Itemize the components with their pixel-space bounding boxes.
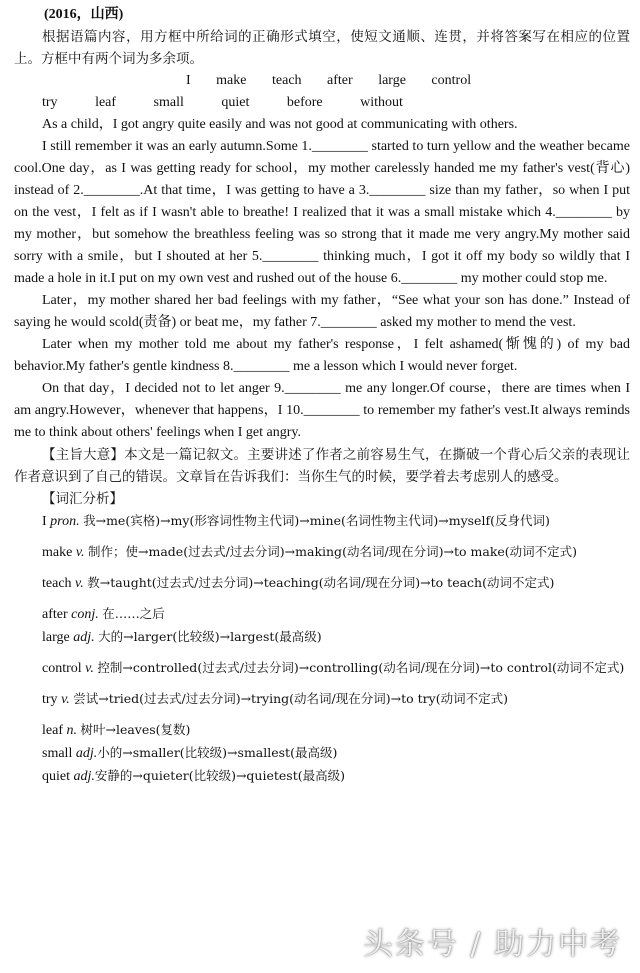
instructions: 根据语篇内容，用方框中所给词的正确形式填空，使短文通顺、连贯，并将答案写在相应的位置上。方框中有两个词为多余项。 [14, 29, 630, 67]
box-word: teach [272, 73, 302, 88]
vocab-list [14, 510, 630, 788]
main-idea: 【主旨大意】本文是一篇记叙文。主要讲述了作者之前容易生气，在撕破一个背心后父亲的表现让作者意识到了自己的错误。文章旨在告诉我们：当你生气的时候，要学着去考虑别人的感受。 [14, 447, 630, 485]
vocab-entry [14, 510, 630, 533]
box-word: before [286, 95, 323, 110]
vocab-entry [14, 603, 630, 626]
vocab-pos: adj. [73, 769, 95, 784]
vocab-pos: v. [75, 576, 84, 591]
vocab-pos: conj. [71, 607, 99, 622]
passage-paragraph: Later，my mother shared her bad feelings with my father，“See what your son has done.” Instead of saying he would scold(责备) or beat me，my father 7.________ asked my mother to mend the vest. [14, 293, 630, 330]
passage-paragraph: On that day，I decided not to let anger 9.________ me any longer.Of course，there are times when I am angry.However，whenever that happens，I 10.________ to remember my father's vest.It always reminds me to think about others' feelings when I get angry. [14, 381, 630, 440]
box-word: small [153, 95, 184, 110]
box-word: make [216, 73, 247, 88]
source-label: (2016，山西) [44, 7, 124, 22]
box-word: control [431, 73, 472, 88]
vocab-entry [14, 742, 630, 765]
vocab-pos: v. [75, 545, 85, 560]
box-word: quiet [221, 95, 250, 110]
vocab-forms: 教→taught(过去式/过去分词)→teaching(动名词/现在分词)→to teach(动词不定式) [87, 575, 555, 590]
vocab-entry [14, 626, 630, 649]
box-word: without [360, 95, 403, 110]
vocab-forms: 大的→larger(比较级)→largest(最高级) [98, 629, 322, 644]
vocab-entry [14, 688, 630, 711]
vocab-word: make [42, 545, 73, 560]
vocab-entry [14, 541, 630, 564]
vocab-entry [14, 765, 630, 788]
vocab-pos: v. [61, 692, 70, 707]
watermark-text: 头条号 / 助力中考 [362, 927, 622, 962]
vocab-word: quiet [42, 769, 70, 784]
vocab-word: teach [42, 576, 72, 591]
vocab-entry [14, 657, 630, 680]
word-box-row-1 [14, 70, 630, 92]
passage-paragraph: As a child，I got angry quite easily and was not good at communicating with others. [42, 117, 518, 132]
vocab-title: 【词汇分析】 [42, 491, 123, 507]
vocab-forms: 尝试→tried(过去式/过去分词)→trying(动名词/现在分词)→to try(动词不定式) [73, 691, 508, 706]
word-box [14, 70, 630, 114]
vocab-forms: 在……之后 [102, 606, 165, 621]
vocab-forms: 小的→smaller(比较级)→smallest(最高级) [97, 745, 338, 760]
vocab-forms: 树叶→leaves(复数) [80, 722, 191, 737]
vocab-word: try [42, 692, 58, 707]
passage-paragraph: Later when my mother told me about my father's response，I felt ashamed(惭愧的) of my bad behavior.My father's gentle kindness 8.________ me a lesson which I would never forget. [14, 337, 630, 374]
box-word: large [378, 73, 406, 88]
box-word: I [186, 73, 191, 88]
vocab-pos: adj. [73, 630, 95, 645]
box-word: after [327, 73, 353, 88]
vocab-word: large [42, 630, 70, 645]
vocab-word: after [42, 607, 68, 622]
word-box-row-2 [14, 92, 630, 114]
vocab-entry [14, 719, 630, 742]
vocab-word: I [42, 514, 47, 529]
vocab-word: leaf [42, 723, 63, 738]
vocab-pos: pron. [50, 514, 80, 529]
passage [14, 114, 630, 444]
vocab-entry [14, 572, 630, 595]
vocab-word: control [42, 661, 82, 676]
vocab-pos: n. [66, 723, 77, 738]
vocab-word: small [42, 746, 73, 761]
vocab-pos: adj. [75, 746, 98, 761]
vocab-forms: 制作；使→made(过去式/过去分词)→making(动名词/现在分词)→to make(动词不定式) [88, 544, 578, 559]
box-word: leaf [95, 95, 117, 110]
passage-paragraph: I still remember it was an early autumn.Some 1.________ started to turn yellow and the weather became cool.One day，as I was getting ready for school，my mother carelessly handed me my father's vest(背心) instead of 2.________.At that time，I was getting to have a 3.________ size than my father，so when I put on the vest，I felt as if I wasn't able to breathe! I realized that it was a small mistake which 4.________ by my mother，but somehow the breathless feeling was so strong that it made me very angry.My mother said sorry with a smile，but I shouted at her 5.________ thinking much，I got it off my body so wildly that I made a hole in it.I put on my own vest and rushed out of the house 6.________ my mother could stop me. [14, 139, 630, 286]
box-word: try [42, 95, 58, 110]
vocab-forms: 安静的→quieter(比较级)→quietest(最高级) [94, 768, 345, 783]
vocab-forms: 控制→controlled(过去式/过去分词)→controlling(动名词/现在分词)→to control(动词不定式) [97, 660, 625, 675]
vocab-pos: v. [85, 661, 94, 676]
vocab-forms: 我→me(宾格)→my(形容词性物主代词)→mine(名词性物主代词)→myself(反身代词) [83, 513, 550, 528]
